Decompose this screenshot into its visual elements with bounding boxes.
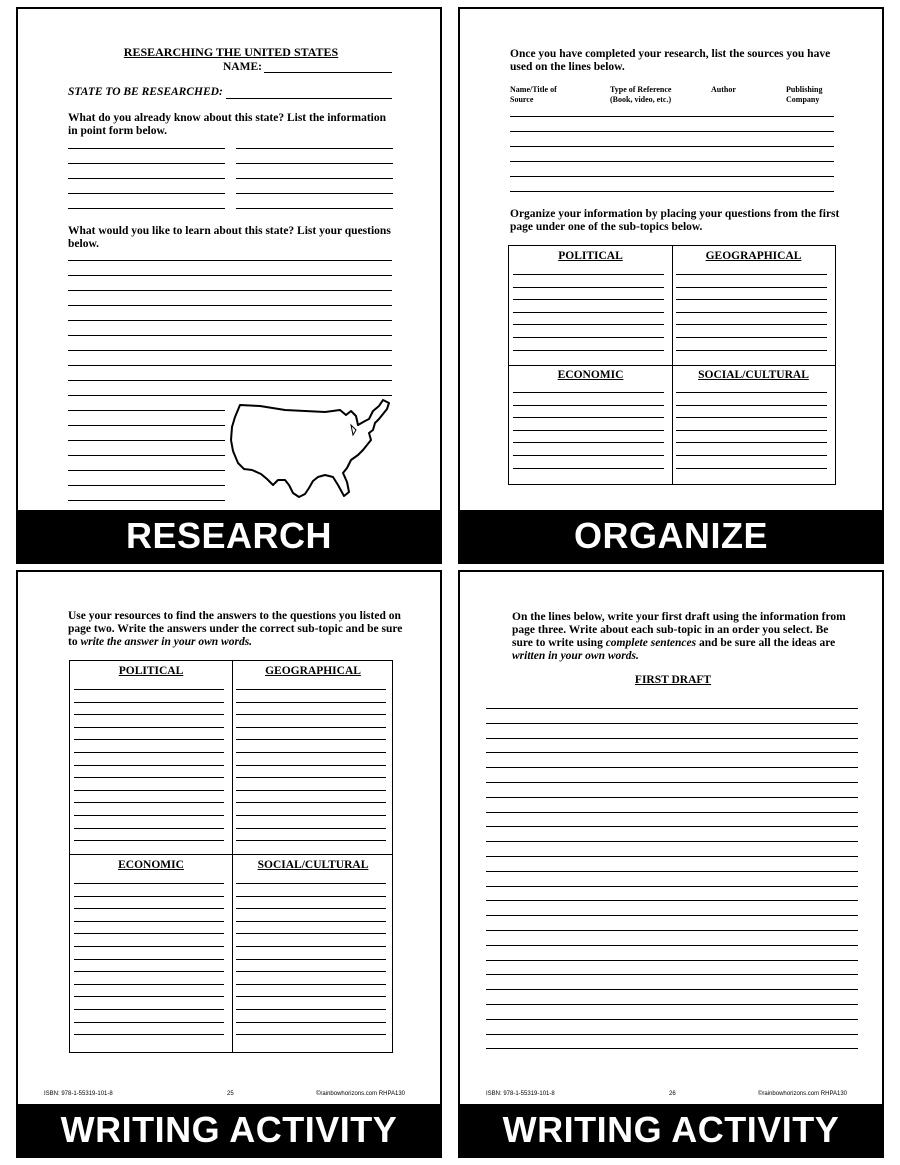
writing-line[interactable] xyxy=(676,417,827,418)
research-banner: RESEARCH xyxy=(18,510,440,562)
writing-line[interactable] xyxy=(676,324,827,325)
subtopic-geographical: GEOGRAPHICAL xyxy=(705,250,802,262)
writing-line[interactable] xyxy=(676,350,827,351)
writing-line[interactable] xyxy=(68,455,225,456)
writing-line[interactable] xyxy=(236,790,386,791)
writing-line[interactable] xyxy=(676,468,827,469)
writing-line[interactable] xyxy=(74,727,224,728)
writing-line[interactable] xyxy=(68,320,392,321)
writing-line[interactable] xyxy=(513,417,664,418)
writing-line[interactable] xyxy=(513,430,664,431)
state-line[interactable] xyxy=(226,98,392,99)
writing-line[interactable] xyxy=(68,440,225,441)
writing-line[interactable] xyxy=(486,945,858,946)
writing-line[interactable] xyxy=(236,208,393,209)
writing-line[interactable] xyxy=(236,984,386,985)
writing-line[interactable] xyxy=(676,392,827,393)
writing-line[interactable] xyxy=(74,959,224,960)
writing-line[interactable] xyxy=(236,908,386,909)
writing-line[interactable] xyxy=(236,1034,386,1035)
answers-social-cultural: SOCIAL/CULTURAL xyxy=(257,859,369,871)
isbn-footer-2: ISBN: 978-1-55319-101-8 xyxy=(486,1091,555,1097)
writing-line[interactable] xyxy=(68,350,392,351)
question-known: What do you already know about this state? List the information in point form below. xyxy=(68,112,386,137)
writing-line[interactable] xyxy=(676,442,827,443)
writing-line[interactable] xyxy=(676,312,827,313)
writing-line[interactable] xyxy=(676,287,827,288)
writing-line[interactable] xyxy=(74,984,224,985)
writing-line[interactable] xyxy=(513,299,664,300)
writing-line[interactable] xyxy=(68,380,392,381)
writing-line[interactable] xyxy=(486,886,858,887)
writing-line[interactable] xyxy=(236,959,386,960)
writing-line[interactable] xyxy=(510,116,834,117)
subtopic-economic: ECONOMIC xyxy=(557,369,624,381)
writing-line[interactable] xyxy=(486,1034,858,1035)
writing-line[interactable] xyxy=(513,405,664,406)
writing-line[interactable] xyxy=(513,442,664,443)
writing-line[interactable] xyxy=(486,989,858,990)
writing-line[interactable] xyxy=(486,708,858,709)
writing-activity-banner-2: WRITING ACTIVITY xyxy=(460,1104,882,1156)
writing-line[interactable] xyxy=(236,946,386,947)
writing-line[interactable] xyxy=(510,161,834,162)
writing-line[interactable] xyxy=(486,797,858,798)
writing-line[interactable] xyxy=(68,290,392,291)
writing-line[interactable] xyxy=(74,896,224,897)
writing-line[interactable] xyxy=(510,146,834,147)
writing-line[interactable] xyxy=(486,1019,858,1020)
draft-panel xyxy=(458,570,884,1158)
writing-line[interactable] xyxy=(68,163,225,164)
subtopic-political: POLITICAL xyxy=(558,250,623,262)
sources-intro: Once you have completed your research, list the sources you have used on the lines below. xyxy=(510,48,831,73)
writing-line[interactable] xyxy=(236,178,393,179)
credit-footer-2: ©rainbowhorizons.com RHPA130 xyxy=(758,1091,848,1097)
writing-line[interactable] xyxy=(68,305,392,306)
writing-line[interactable] xyxy=(236,933,386,934)
writing-line[interactable] xyxy=(236,752,386,753)
page-number: 25 xyxy=(227,1091,234,1097)
column-publishing-company: Publishing Company xyxy=(786,85,823,104)
writing-line[interactable] xyxy=(68,208,225,209)
writing-line[interactable] xyxy=(236,1009,386,1010)
writing-line[interactable] xyxy=(68,470,225,471)
writing-line[interactable] xyxy=(74,828,224,829)
writing-line[interactable] xyxy=(236,739,386,740)
writing-line[interactable] xyxy=(486,752,858,753)
writing-line[interactable] xyxy=(74,802,224,803)
writing-line[interactable] xyxy=(74,996,224,997)
writing-line[interactable] xyxy=(74,752,224,753)
column-type: Type of Reference (Book, video, etc.) xyxy=(610,85,672,104)
writing-line[interactable] xyxy=(68,178,225,179)
state-label: STATE TO BE RESEARCHED: xyxy=(68,86,223,98)
writing-line[interactable] xyxy=(510,131,834,132)
writing-line[interactable] xyxy=(74,946,224,947)
page-number-2: 26 xyxy=(669,1091,676,1097)
writing-line[interactable] xyxy=(510,191,834,192)
writing-line[interactable] xyxy=(236,802,386,803)
writing-line[interactable] xyxy=(74,790,224,791)
writing-line[interactable] xyxy=(236,193,393,194)
writing-line[interactable] xyxy=(74,765,224,766)
writing-line[interactable] xyxy=(236,921,386,922)
writing-line[interactable] xyxy=(236,971,386,972)
writing-line[interactable] xyxy=(74,1022,224,1023)
writing-line[interactable] xyxy=(236,163,393,164)
writing-line[interactable] xyxy=(74,689,224,690)
writing-line[interactable] xyxy=(486,856,858,857)
writing-line[interactable] xyxy=(74,702,224,703)
writing-line[interactable] xyxy=(68,275,392,276)
organize-panel xyxy=(458,7,884,564)
writing-line[interactable] xyxy=(676,337,827,338)
writing-line[interactable] xyxy=(676,274,827,275)
writing-line[interactable] xyxy=(236,148,393,149)
writing-line[interactable] xyxy=(486,1004,858,1005)
writing-line[interactable] xyxy=(486,871,858,872)
column-author: Author xyxy=(711,85,736,94)
writing-line[interactable] xyxy=(74,840,224,841)
writing-line[interactable] xyxy=(513,350,664,351)
writing-line[interactable] xyxy=(68,260,392,261)
writing-line[interactable] xyxy=(74,777,224,778)
writing-line[interactable] xyxy=(486,841,858,842)
writing-line[interactable] xyxy=(486,930,858,931)
writing-line[interactable] xyxy=(68,485,225,486)
question-learn: What would you like to learn about this state? List your questions below. xyxy=(68,225,391,250)
writing-line[interactable] xyxy=(236,840,386,841)
writing-line[interactable] xyxy=(486,723,858,724)
writing-line[interactable] xyxy=(74,883,224,884)
first-draft-heading: FIRST DRAFT xyxy=(634,674,712,686)
writing-line[interactable] xyxy=(74,933,224,934)
worksheet-title: RESEARCHING THE UNITED STATES xyxy=(123,45,339,59)
writing-line[interactable] xyxy=(236,815,386,816)
writing-line[interactable] xyxy=(236,765,386,766)
writing-line[interactable] xyxy=(74,908,224,909)
writing-line[interactable] xyxy=(74,1034,224,1035)
name-line[interactable] xyxy=(264,72,392,73)
name-label: NAME: xyxy=(223,61,262,73)
writing-line[interactable] xyxy=(486,782,858,783)
writing-line[interactable] xyxy=(236,702,386,703)
writing-line[interactable] xyxy=(236,714,386,715)
isbn-footer: ISBN: 978-1-55319-101-8 xyxy=(44,1091,113,1097)
writing-line[interactable] xyxy=(74,714,224,715)
writing-line[interactable] xyxy=(236,828,386,829)
writing-line[interactable] xyxy=(68,500,225,501)
writing-line[interactable] xyxy=(486,738,858,739)
writing-line[interactable] xyxy=(513,274,664,275)
subtopic-social-cultural: SOCIAL/CULTURAL xyxy=(698,369,809,381)
writing-line[interactable] xyxy=(676,455,827,456)
writing-line[interactable] xyxy=(513,455,664,456)
answers-economic: ECONOMIC xyxy=(118,859,184,871)
writing-line[interactable] xyxy=(68,365,392,366)
writing-line[interactable] xyxy=(486,1048,858,1049)
writing-line[interactable] xyxy=(236,883,386,884)
writing-line[interactable] xyxy=(486,812,858,813)
writing-line[interactable] xyxy=(676,405,827,406)
writing-line[interactable] xyxy=(74,739,224,740)
writing-activity-banner: WRITING ACTIVITY xyxy=(18,1104,440,1156)
writing-line[interactable] xyxy=(676,299,827,300)
writing-line[interactable] xyxy=(74,971,224,972)
writing-line[interactable] xyxy=(510,176,834,177)
writing-line[interactable] xyxy=(74,1009,224,1010)
writing-line[interactable] xyxy=(513,337,664,338)
writing-line[interactable] xyxy=(236,777,386,778)
writing-line[interactable] xyxy=(236,996,386,997)
writing-line[interactable] xyxy=(486,974,858,975)
writing-line[interactable] xyxy=(513,312,664,313)
credit-footer: ©rainbowhorizons.com RHPA130 xyxy=(316,1091,406,1097)
answers-panel xyxy=(16,570,442,1158)
usa-map-icon xyxy=(230,397,395,502)
writing-line[interactable] xyxy=(486,767,858,768)
writing-line[interactable] xyxy=(513,468,664,469)
writing-line[interactable] xyxy=(486,826,858,827)
writing-line[interactable] xyxy=(68,193,225,194)
writing-line[interactable] xyxy=(513,392,664,393)
research-panel xyxy=(16,7,442,564)
writing-line[interactable] xyxy=(486,915,858,916)
writing-line[interactable] xyxy=(74,921,224,922)
answers-intro: Use your resources to find the answers to the questions you listed on page two. Write the answers under the correct sub-topic and be sure to write the answer in your own words. xyxy=(68,610,403,648)
writing-line[interactable] xyxy=(74,815,224,816)
writing-line[interactable] xyxy=(68,148,225,149)
writing-line[interactable] xyxy=(68,425,225,426)
writing-line[interactable] xyxy=(68,335,392,336)
writing-line[interactable] xyxy=(236,896,386,897)
writing-line[interactable] xyxy=(236,1022,386,1023)
answers-political: POLITICAL xyxy=(118,665,184,677)
draft-intro: On the lines below, write your first draft using the information from page three. Write about each sub-topic in an order you select. Be sure to write using complete sentences and be sure all the ideas are written in your own words. xyxy=(512,611,846,662)
organize-instruction: Organize your information by placing your questions from the first page under one of the sub-topics below. xyxy=(510,208,840,233)
column-name-title: Name/Title of Source xyxy=(510,85,557,104)
subtopic-grid xyxy=(508,245,836,485)
answers-grid xyxy=(69,660,393,1053)
writing-line[interactable] xyxy=(236,727,386,728)
organize-banner: ORGANIZE xyxy=(460,510,882,562)
answers-geographical: GEOGRAPHICAL xyxy=(265,665,361,677)
writing-line[interactable] xyxy=(236,689,386,690)
writing-line[interactable] xyxy=(486,960,858,961)
writing-line[interactable] xyxy=(486,900,858,901)
writing-line[interactable] xyxy=(513,287,664,288)
writing-line[interactable] xyxy=(513,324,664,325)
writing-line[interactable] xyxy=(68,395,392,396)
writing-line[interactable] xyxy=(676,430,827,431)
writing-line[interactable] xyxy=(68,410,225,411)
